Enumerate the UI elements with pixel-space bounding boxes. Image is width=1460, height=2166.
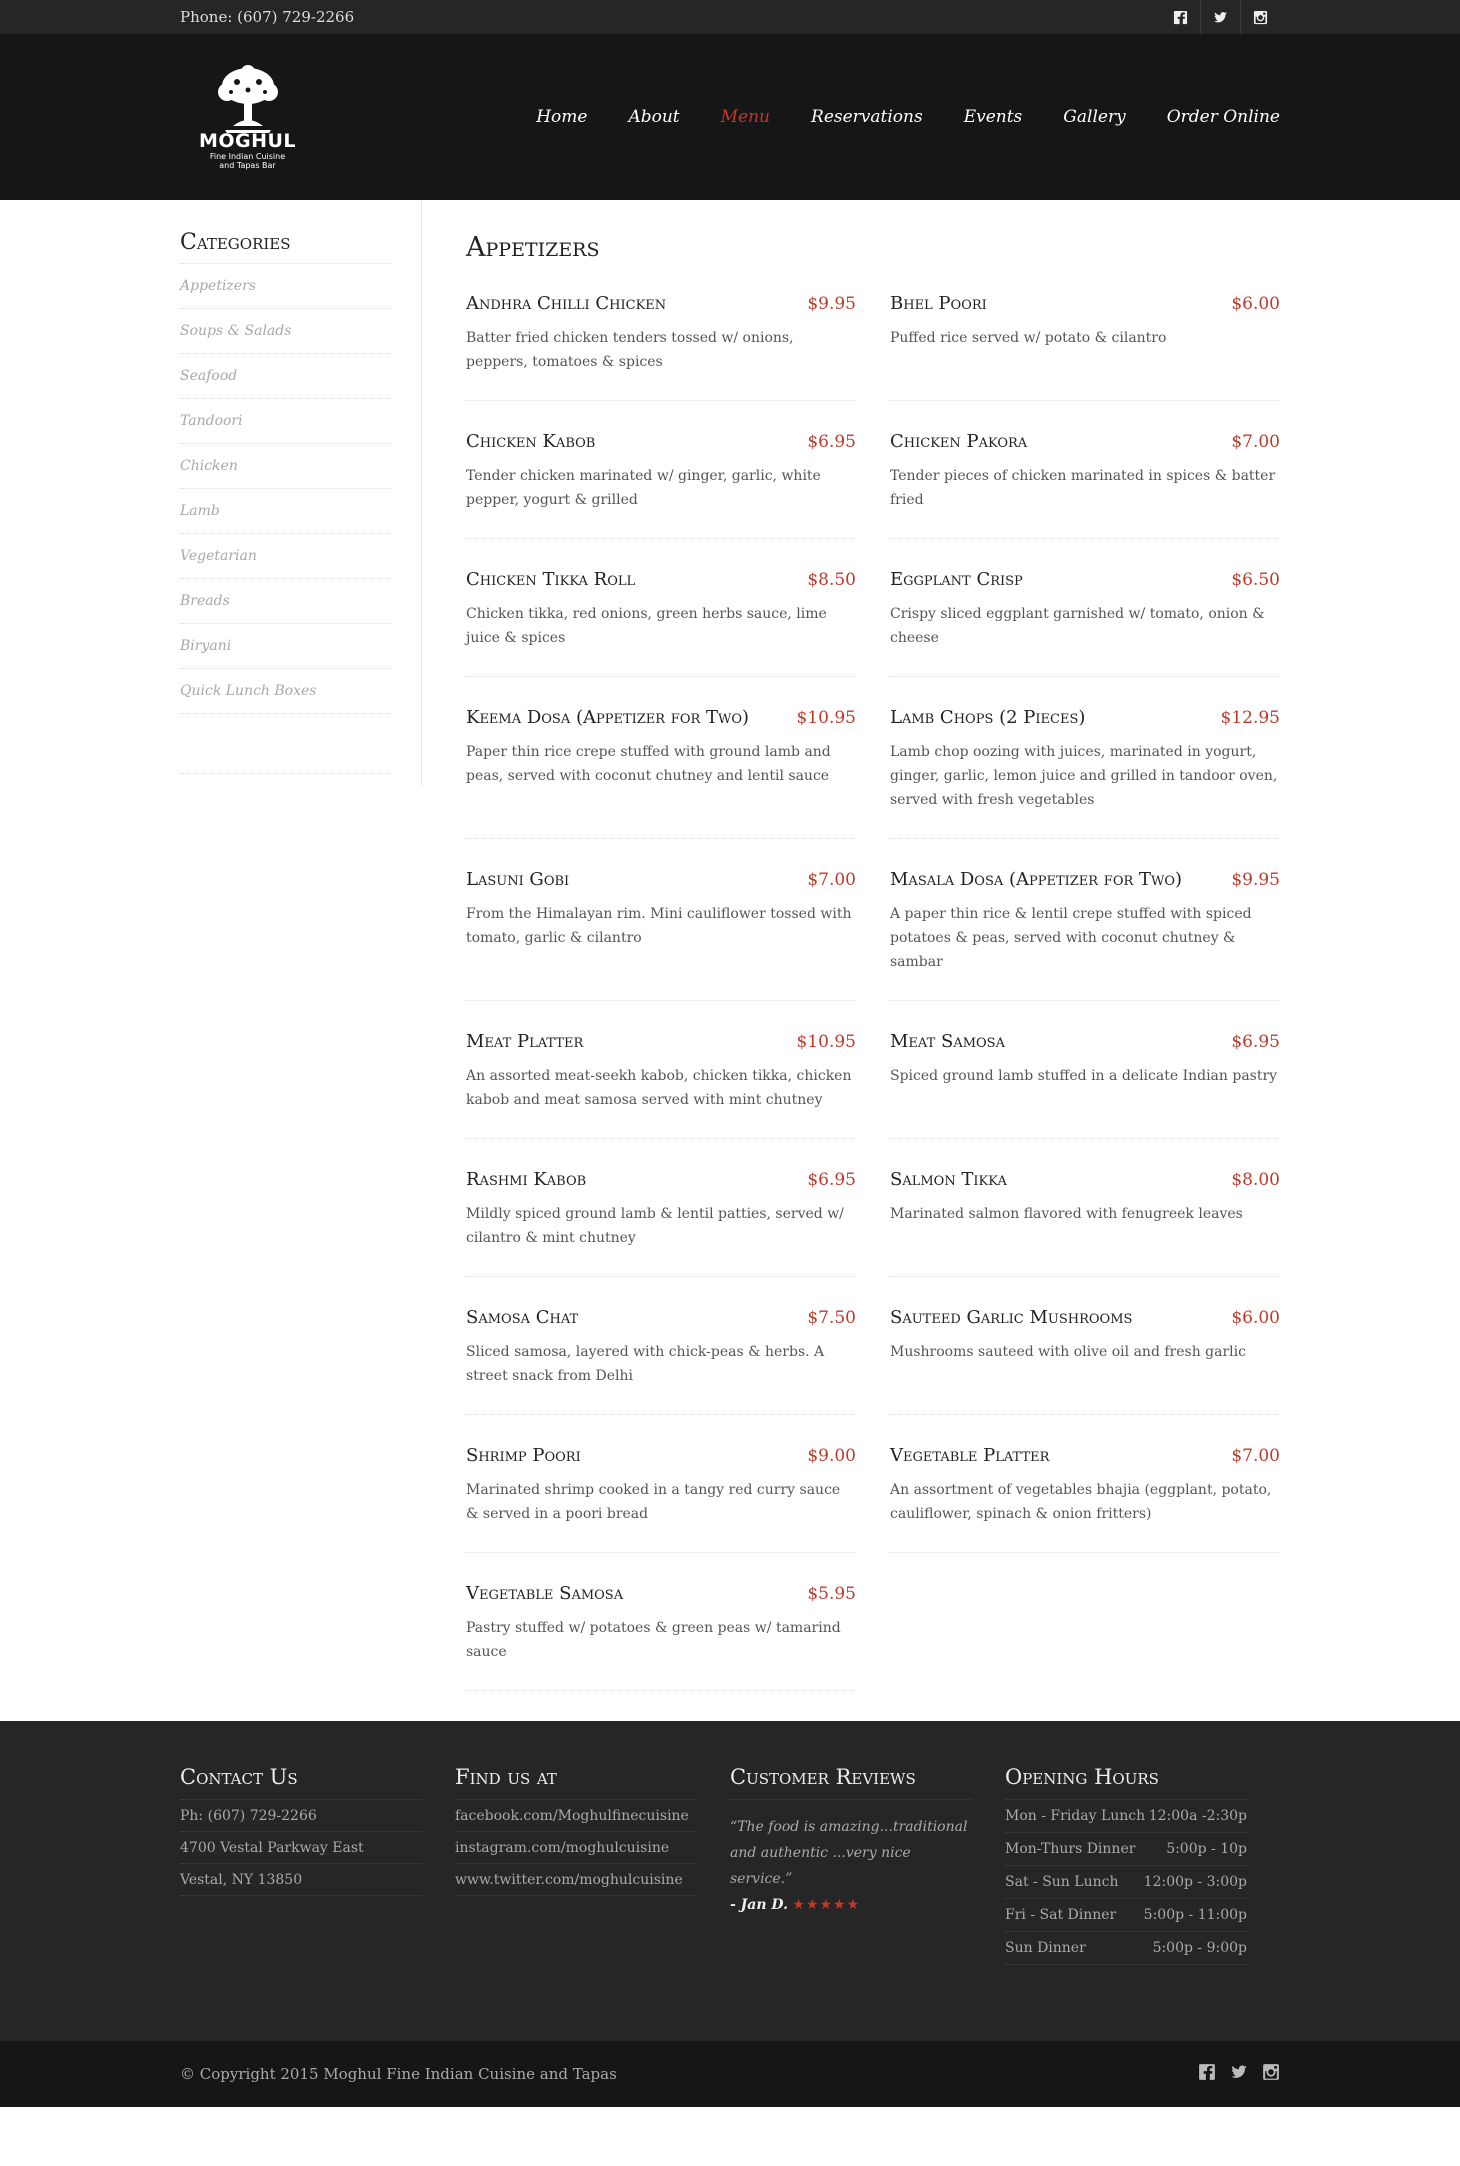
reviews-title: Customer Reviews — [730, 1765, 972, 1800]
menu-item — [466, 569, 856, 677]
twitter-icon — [1213, 10, 1228, 25]
item-price: $10.95 — [796, 708, 856, 728]
item-price: $6.00 — [1231, 1308, 1280, 1328]
item-name: Meat Platter — [466, 1031, 584, 1052]
nav-gallery[interactable]: Gallery — [1063, 107, 1126, 127]
item-description: Pastry stuffed w/ potatoes & green peas w/ tamarind sauce — [466, 1620, 841, 1660]
contact-phone: Ph: (607) 729-2266 — [180, 1800, 422, 1832]
item-price: $7.50 — [807, 1308, 856, 1328]
site-header — [0, 34, 1460, 200]
twitter-link[interactable] — [1200, 0, 1240, 34]
contact-address: 4700 Vestal Parkway East — [180, 1832, 422, 1864]
item-description: Mushrooms sauteed with olive oil and fresh garlic — [890, 1344, 1246, 1360]
hours-label: Mon - Friday Lunch — [1005, 1808, 1146, 1824]
nav-order-online[interactable]: Order Online — [1166, 107, 1280, 127]
top-social-links — [1160, 0, 1280, 34]
item-price: $7.00 — [1231, 432, 1280, 452]
facebook-icon — [1198, 2063, 1216, 2081]
hours-label: Fri - Sat Dinner — [1005, 1907, 1117, 1923]
contact-city: Vestal, NY 13850 — [180, 1864, 422, 1896]
category-vegetarian[interactable]: Vegetarian — [180, 534, 392, 579]
item-name: Bhel Poori — [890, 293, 987, 314]
item-description: Marinated shrimp cooked in a tangy red curry sauce & served in a poori bread — [466, 1482, 841, 1522]
item-description: Paper thin rice crepe stuffed with ground lamb and peas, served with coconut chutney and lentil sauce — [466, 744, 831, 784]
logo-tagline-1: Fine Indian Cuisine — [209, 152, 286, 161]
item-description: From the Himalayan rim. Mini cauliflower tossed with tomato, garlic & cilantro — [466, 906, 852, 946]
menu-title: Appetizers — [466, 232, 600, 263]
review-quote: “The food is amazing...traditional and authentic ...very nice service.” — [730, 1819, 968, 1887]
item-description: Tender chicken marinated w/ ginger, garlic, white pepper, yogurt & grilled — [466, 468, 821, 508]
tree-logo-icon — [203, 64, 293, 134]
hours-time: 5:00p - 11:00p — [1143, 1907, 1247, 1923]
review-block — [730, 1814, 972, 1918]
category-chicken[interactable]: Chicken — [180, 444, 392, 489]
contact-title: Contact Us — [180, 1765, 422, 1800]
facebook-url-link[interactable]: facebook.com/Moghulfinecuisine — [455, 1800, 697, 1832]
item-description: Lamb chop oozing with juices, marinated in yogurt, ginger, garlic, lemon juice and grilled in tandoor oven, served with fresh vegetables — [890, 744, 1278, 808]
menu-item — [890, 431, 1280, 539]
item-description: Spiced ground lamb stuffed in a delicate Indian pastry — [890, 1068, 1278, 1084]
hours-row — [1005, 1800, 1247, 1833]
item-name: Eggplant Crisp — [890, 569, 1023, 590]
item-name: Chicken Pakora — [890, 431, 1028, 452]
categories-sidebar — [180, 200, 422, 786]
nav-about[interactable]: About — [628, 107, 680, 127]
instagram-icon — [1262, 2063, 1280, 2081]
menu-item — [890, 707, 1280, 839]
item-price: $12.95 — [1220, 708, 1280, 728]
footer-contact — [180, 1765, 455, 2041]
menu-section — [422, 200, 1280, 1721]
menu-item — [466, 293, 856, 401]
item-name: Vegetable Samosa — [466, 1583, 624, 1604]
hours-label: Sat - Sun Lunch — [1005, 1874, 1119, 1890]
hours-time: 5:00p - 10p — [1166, 1841, 1247, 1857]
item-name: Salmon Tikka — [890, 1169, 1007, 1190]
bottom-social-links — [1198, 2063, 1280, 2085]
menu-item — [890, 1169, 1280, 1277]
item-description: Crispy sliced eggplant garnished w/ tomato, onion & cheese — [890, 606, 1265, 646]
site-logo[interactable] — [200, 64, 295, 170]
item-name: Lasuni Gobi — [466, 869, 570, 890]
menu-item — [466, 707, 856, 839]
logo-tagline-2: and Tapas Bar — [219, 161, 276, 170]
item-name: Chicken Tikka Roll — [466, 569, 636, 590]
menu-item — [466, 431, 856, 539]
footer-twitter-link[interactable] — [1230, 2063, 1248, 2085]
item-price: $8.50 — [807, 570, 856, 590]
item-price: $6.95 — [1231, 1032, 1280, 1052]
review-author: - Jan D. — [730, 1897, 788, 1913]
hours-row — [1005, 1833, 1247, 1866]
footer-reviews — [730, 1765, 1005, 2041]
category-seafood[interactable]: Seafood — [180, 354, 392, 399]
rating-stars-icon: ★★★★★ — [792, 1897, 861, 1913]
hours-row — [1005, 1866, 1247, 1899]
hours-time: 5:00p - 9:00p — [1152, 1940, 1247, 1956]
menu-item — [890, 869, 1280, 1001]
item-price: $9.00 — [807, 1446, 856, 1466]
item-price: $6.95 — [807, 1170, 856, 1190]
item-description: Marinated salmon flavored with fenugreek leaves — [890, 1206, 1243, 1222]
main-nav — [495, 107, 1280, 127]
menu-item — [890, 293, 1280, 401]
phone-text: Phone: (607) 729-2266 — [180, 8, 355, 26]
nav-home[interactable]: Home — [536, 107, 588, 127]
bottom-bar — [0, 2041, 1460, 2107]
item-description: A paper thin rice & lentil crepe stuffed with spiced potatoes & peas, served with coconut chutney & sambar — [890, 906, 1252, 970]
footer-facebook-link[interactable] — [1198, 2063, 1216, 2085]
instagram-icon — [1253, 10, 1268, 25]
site-footer — [0, 1721, 1460, 2041]
category-lamb[interactable]: Lamb — [180, 489, 392, 534]
item-description: Puffed rice served w/ potato & cilantro — [890, 330, 1167, 346]
item-description: An assorted meat-seekh kabob, chicken tikka, chicken kabob and meat samosa served with mint chutney — [466, 1068, 852, 1108]
item-name: Andhra Chilli Chicken — [466, 293, 667, 314]
find-us-title: Find us at — [455, 1765, 697, 1800]
menu-item — [466, 1169, 856, 1277]
item-price: $6.95 — [807, 432, 856, 452]
footer-find-us — [455, 1765, 730, 2041]
item-price: $8.00 — [1231, 1170, 1280, 1190]
item-name: Shrimp Poori — [466, 1445, 581, 1466]
item-description: Batter fried chicken tenders tossed w/ onions, peppers, tomatoes & spices — [466, 330, 794, 370]
facebook-icon — [1173, 10, 1188, 25]
nav-reservations[interactable]: Reservations — [811, 107, 923, 127]
category-quick-lunch-boxes[interactable]: Quick Lunch Boxes — [180, 669, 392, 714]
nav-events[interactable]: Events — [963, 107, 1023, 127]
sidebar-divider — [180, 714, 392, 774]
copyright-text: © Copyright 2015 Moghul Fine Indian Cuisine and Tapas — [180, 2065, 617, 2083]
footer-instagram-link[interactable] — [1262, 2063, 1280, 2085]
category-breads[interactable]: Breads — [180, 579, 392, 624]
item-name: Vegetable Platter — [890, 1445, 1050, 1466]
item-price: $10.95 — [796, 1032, 856, 1052]
hours-time: 12:00a -2:30p — [1148, 1808, 1247, 1824]
item-description: Tender pieces of chicken marinated in spices & batter fried — [890, 468, 1276, 508]
category-soups-salads[interactable]: Soups & Salads — [180, 309, 392, 354]
categories-title: Categories — [180, 230, 392, 264]
twitter-icon — [1230, 2063, 1248, 2081]
twitter-url-link[interactable]: www.twitter.com/moghulcuisine — [455, 1864, 697, 1896]
item-description: Mildly spiced ground lamb & lentil patties, served w/ cilantro & mint chutney — [466, 1206, 844, 1246]
item-price: $9.95 — [1231, 870, 1280, 890]
menu-item — [466, 869, 856, 1001]
hours-time: 12:00p - 3:00p — [1143, 1874, 1247, 1890]
item-price: $7.00 — [807, 870, 856, 890]
top-bar — [0, 0, 1460, 34]
menu-item — [890, 1445, 1280, 1553]
category-appetizers[interactable]: Appetizers — [180, 264, 392, 309]
item-name: Masala Dosa (Appetizer for Two) — [890, 869, 1183, 890]
item-price: $7.00 — [1231, 1446, 1280, 1466]
item-name: Meat Samosa — [890, 1031, 1005, 1052]
logo-brand: MOGHUL — [198, 130, 297, 152]
item-name: Chicken Kabob — [466, 431, 596, 452]
menu-item — [890, 1307, 1280, 1415]
footer-hours — [1005, 1765, 1280, 2041]
item-name: Rashmi Kabob — [466, 1169, 587, 1190]
menu-grid — [466, 293, 1280, 1721]
hours-row — [1005, 1932, 1247, 1965]
menu-item — [466, 1307, 856, 1415]
item-name: Lamb Chops (2 Pieces) — [890, 707, 1086, 728]
item-name: Keema Dosa (Appetizer for Two) — [466, 707, 750, 728]
item-name: Samosa Chat — [466, 1307, 579, 1328]
item-price: $6.50 — [1231, 570, 1280, 590]
menu-item — [890, 1031, 1280, 1139]
hours-label: Sun Dinner — [1005, 1940, 1086, 1956]
menu-item — [466, 1583, 856, 1691]
item-description: An assortment of vegetables bhajia (eggplant, potato, cauliflower, spinach & onion fritters) — [890, 1482, 1272, 1522]
menu-item — [890, 569, 1280, 677]
category-tandoori[interactable]: Tandoori — [180, 399, 392, 444]
item-price: $9.95 — [807, 294, 856, 314]
nav-menu[interactable]: Menu — [720, 107, 771, 127]
hours-label: Mon-Thurs Dinner — [1005, 1841, 1136, 1857]
hours-title: Opening Hours — [1005, 1765, 1247, 1800]
item-price: $5.95 — [807, 1584, 856, 1604]
page-content — [0, 200, 1460, 1721]
category-biryani[interactable]: Biryani — [180, 624, 392, 669]
item-name: Sauteed Garlic Mushrooms — [890, 1307, 1133, 1328]
hours-row — [1005, 1899, 1247, 1932]
instagram-link[interactable] — [1240, 0, 1280, 34]
menu-item — [466, 1445, 856, 1553]
item-description: Chicken tikka, red onions, green herbs sauce, lime juice & spices — [466, 606, 827, 646]
item-description: Sliced samosa, layered with chick-peas & herbs. A street snack from Delhi — [466, 1344, 825, 1384]
facebook-link[interactable] — [1160, 0, 1200, 34]
menu-item — [466, 1031, 856, 1139]
categories-list — [180, 264, 392, 714]
item-price: $6.00 — [1231, 294, 1280, 314]
instagram-url-link[interactable]: instagram.com/moghulcuisine — [455, 1832, 697, 1864]
